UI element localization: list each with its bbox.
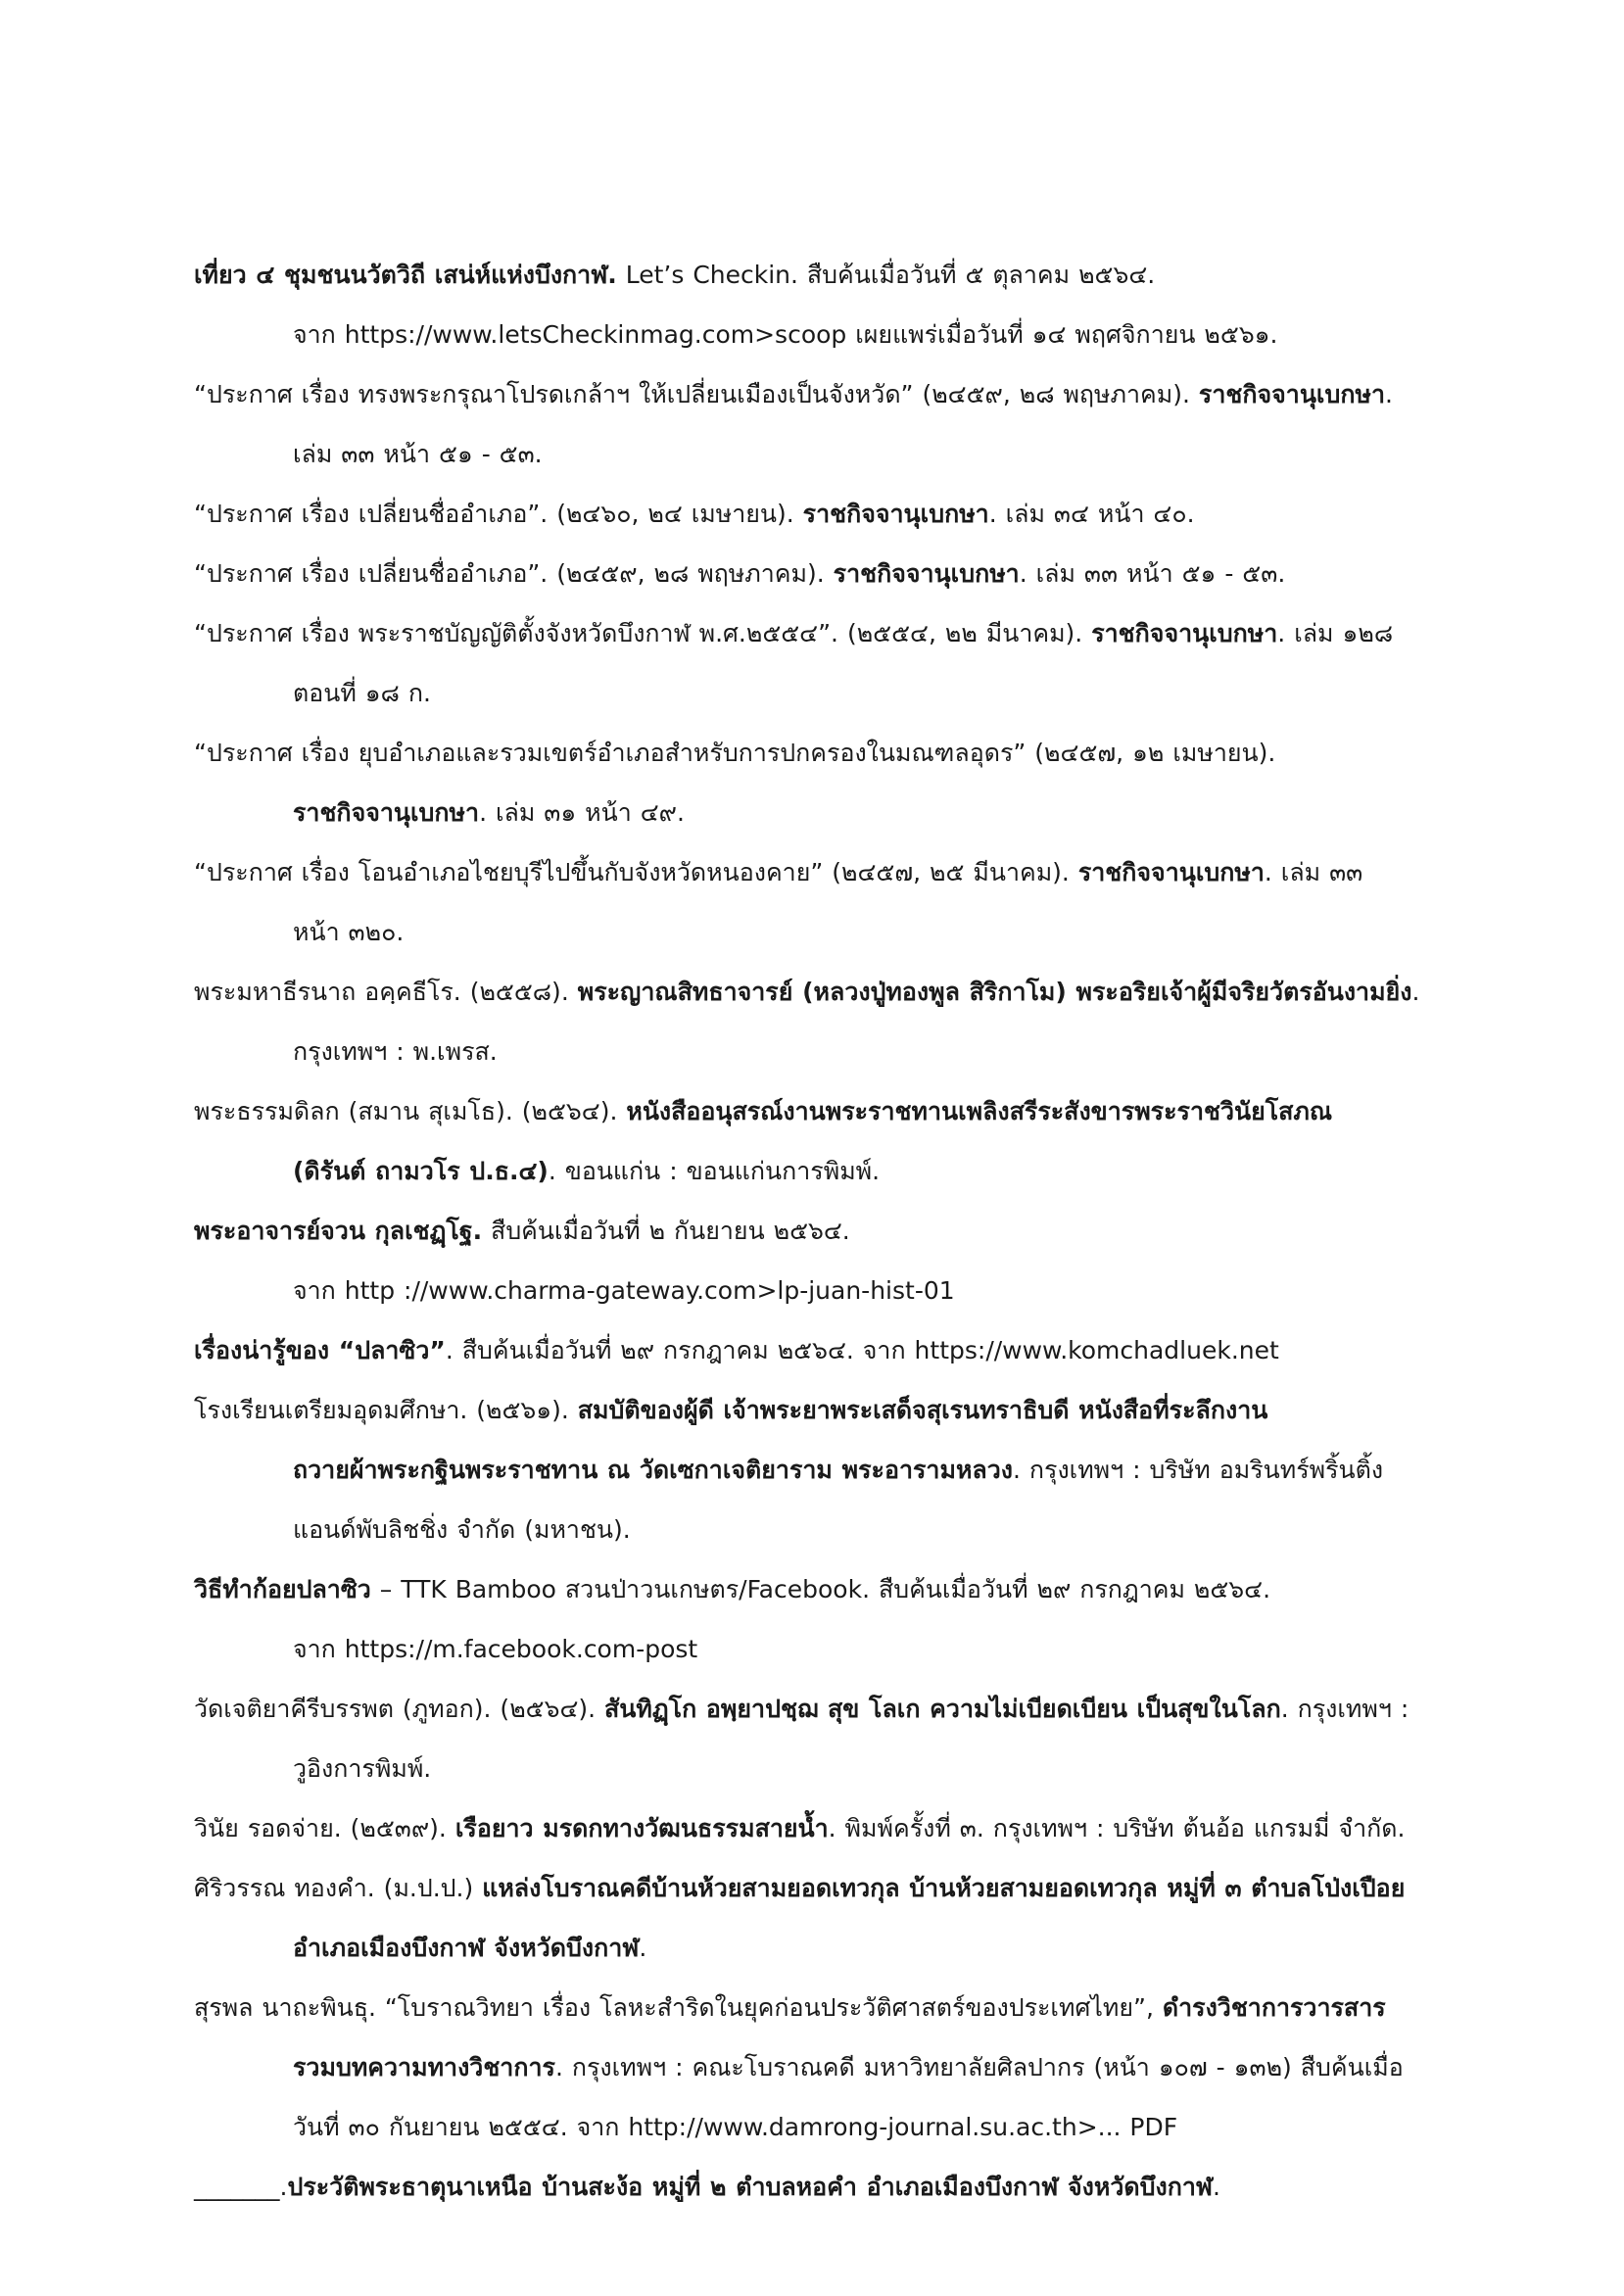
reference-entry	[194, 245, 1467, 364]
reference-text: สุรพล นาถะพินธุ. “โบราณวิทยา เรื่อง โลหะสำริดในยุคก่อนประวัติศาสตร์ของประเทศไทย”,	[194, 1993, 1163, 2022]
reference-title-text: (ดิรันต์ ถามวโร ป.ธ.๔)	[293, 1157, 549, 1185]
reference-entry	[194, 1201, 1467, 1320]
reference-title-text: ถวายผ้าพระกฐินพระราชทาน ณ วัดเซกาเจติยาราม พระอารามหลวง	[293, 1456, 1013, 1484]
reference-line	[194, 1993, 1386, 2022]
reference-title-text: สันทิฏฺโก อพฺยาปชฺฌ สุข โลเก ความไม่เบียดเบียน เป็นสุขในโลก	[604, 1695, 1281, 1723]
reference-line	[293, 1037, 498, 1066]
reference-line	[194, 858, 1362, 886]
reference-entry	[194, 1320, 1467, 1380]
reference-text: “ประกาศ เรื่อง พระราชบัญญัติตั้งจังหวัดบึงกาฬ พ.ศ.๒๕๕๔”. (๒๕๕๔, ๒๒ มีนาคม).	[194, 619, 1092, 647]
reference-line	[194, 500, 1195, 528]
reference-text: – TTK Bamboo สวนป่าวนเกษตร/Facebook. สืบค้นเมื่อวันที่ ๒๙ กรกฎาคม ๒๕๖๔.	[370, 1575, 1271, 1603]
reference-line	[194, 261, 1155, 289]
reference-list	[194, 245, 1467, 2217]
reference-text: พระมหาธีรนาถ อคฺคธีโร. (๒๕๕๘).	[194, 978, 578, 1006]
reference-text: ศิริวรรณ ทองคำ. (ม.ป.ป.)	[194, 1874, 483, 1902]
reference-line	[293, 1456, 1383, 1484]
reference-line	[194, 1396, 1267, 1424]
reference-line	[293, 2053, 1404, 2081]
reference-line	[194, 1575, 1270, 1603]
reference-title-text: วิธีทำก้อยปลาซิว	[194, 1575, 371, 1603]
reference-title-text: สมบัติของผู้ดี เจ้าพระยาพระเสด็จสุเรนทราธิบดี หนังสือที่ระลึกงาน	[577, 1396, 1268, 1424]
reference-title-text: ดำรงวิชาการวารสาร	[1162, 1993, 1386, 2022]
reference-text: จาก http ://www.charma-gateway.com>lp-juan-hist-01	[293, 1276, 955, 1305]
reference-title-text: ราชกิจจานุเบกษา	[802, 500, 989, 528]
reference-text: วินัย รอดจ่าย. (๒๕๓๙).	[194, 1814, 455, 1842]
reference-text: หน้า ๓๒๐.	[293, 918, 405, 946]
reference-title-text: ราชกิจจานุเบกษา	[293, 798, 480, 827]
reference-line	[293, 679, 431, 707]
reference-text: . ขอนแก่น : ขอนแก่นการพิมพ์.	[548, 1157, 881, 1185]
reference-title-text: หนังสืออนุสรณ์งานพระราชทานเพลิงสรีระสังขารพระราชวินัยโสภณ	[626, 1097, 1333, 1125]
reference-line	[194, 1097, 1332, 1125]
reference-line	[194, 978, 1419, 1006]
reference-line	[293, 1157, 880, 1185]
reference-text: ตอนที่ ๑๘ ก.	[293, 679, 431, 707]
reference-entry	[194, 1559, 1467, 1679]
reference-text: พระธรรมดิลก (สมาน สุเมโธ). (๒๕๖๔).	[194, 1097, 627, 1125]
reference-line	[194, 1695, 1409, 1723]
reference-text: สืบค้นเมื่อวันที่ ๒ กันยายน ๒๕๖๔.	[482, 1217, 850, 1245]
reference-line	[293, 440, 543, 468]
reference-entry	[194, 1081, 1467, 1201]
reference-text: “ประกาศ เรื่อง เปลี่ยนชื่ออำเภอ”. (๒๔๖๐, ๒๔ เมษายน).	[194, 500, 803, 528]
reference-text: วูอิงการพิมพ์.	[293, 1754, 432, 1783]
reference-entry	[194, 364, 1467, 484]
reference-text: . เล่ม ๓๓ หน้า ๕๑ - ๕๓.	[1019, 559, 1286, 588]
reference-entry	[194, 962, 1467, 1081]
reference-title-text: ราชกิจจานุเบกษา	[1077, 858, 1265, 886]
reference-text: “ประกาศ เรื่อง โอนอำเภอไชยบุรีไปขึ้นกับจังหวัดหนองคาย” (๒๔๕๗, ๒๕ มีนาคม).	[194, 858, 1078, 886]
reference-text: โรงเรียนเตรียมอุดมศึกษา. (๒๕๖๑).	[194, 1396, 578, 1424]
reference-text: . เล่ม ๑๒๘	[1277, 619, 1394, 647]
reference-line	[293, 798, 685, 827]
reference-text: .	[639, 1934, 647, 1962]
reference-entry	[194, 723, 1467, 842]
reference-title-text: แหล่งโบราณคดีบ้านห้วยสามยอดเทวกุล บ้านห้วยสามยอดเทวกุล หมู่ที่ ๓ ตำบลโป่งเปือย	[482, 1874, 1406, 1902]
reference-text: จาก https://m.facebook.com-post	[293, 1635, 698, 1663]
reference-text: . เล่ม ๓๑ หน้า ๔๙.	[479, 798, 685, 827]
reference-text: . กรุงเทพฯ : บริษัท อมรินทร์พริ้นติ้ง	[1012, 1456, 1384, 1484]
reference-entry	[194, 1978, 1467, 2157]
reference-line	[194, 1217, 850, 1245]
reference-title-text: พระญาณสิทธาจารย์ (หลวงปู่ทองพูล สิริกาโม) พระอริยเจ้าผู้มีจริยวัตรอันงามยิ่ง	[577, 978, 1412, 1006]
reference-line	[194, 559, 1285, 588]
reference-line	[293, 918, 404, 946]
reference-line	[194, 619, 1393, 647]
reference-text: Let’s Checkin. สืบค้นเมื่อวันที่ ๕ ตุลาคม ๒๕๖๔.	[616, 261, 1156, 289]
reference-text: วัดเจติยาคีรีบรรพต (ภูทอก). (๒๕๖๔).	[194, 1695, 605, 1723]
reference-title-text: พระอาจารย์จวน กุลเชฏฺโฐ.	[194, 1217, 483, 1245]
reference-line	[293, 2113, 1177, 2141]
reference-title-text: เที่ยว ๔ ชุมชนนวัตวิถี เสน่ห์แห่งบึงกาฬ.	[194, 261, 617, 289]
reference-line	[194, 1336, 1279, 1364]
reference-entry	[194, 1858, 1467, 1978]
reference-text: . กรุงเทพฯ : คณะโบราณคดี มหาวิทยาลัยศิลปากร (หน้า ๑๐๗ - ๑๓๒) สืบค้นเมื่อ	[554, 2053, 1404, 2081]
reference-text: กรุงเทพฯ : พ.เพรส.	[293, 1037, 498, 1066]
reference-text: จาก https://www.letsCheckinmag.com>scoop เผยแพร่เมื่อวันที่ ๑๔ พฤศจิกายน ๒๕๖๑.	[293, 320, 1278, 349]
reference-line	[194, 2173, 1220, 2201]
reference-text: _______.	[194, 2173, 288, 2201]
reference-text: แอนด์พับลิชชิ่ง จำกัด (มหาชน).	[293, 1515, 631, 1544]
reference-line	[194, 1814, 1405, 1842]
reference-text: วันที่ ๓๐ กันยายน ๒๕๕๔. จาก http://www.damrong-journal.su.ac.th>... PDF	[293, 2113, 1178, 2141]
reference-entry	[194, 603, 1467, 723]
reference-text: “ประกาศ เรื่อง เปลี่ยนชื่ออำเภอ”. (๒๔๕๙, ๒๘ พฤษภาคม).	[194, 559, 834, 588]
reference-entry	[194, 2157, 1467, 2217]
reference-entry	[194, 544, 1467, 603]
reference-line	[293, 320, 1278, 349]
reference-text: เล่ม ๓๓ หน้า ๕๑ - ๕๓.	[293, 440, 543, 468]
reference-text: “ประกาศ เรื่อง ยุบอำเภอและรวมเขตร์อำเภอสำหรับการปกครองในมณฑลอุดร” (๒๔๕๗, ๑๒ เมษายน).	[194, 739, 1276, 767]
reference-title-text: รวมบทความทางวิชาการ	[293, 2053, 555, 2081]
reference-text: .	[1411, 978, 1420, 1006]
reference-title-text: ราชกิจจานุเบกษา	[1198, 380, 1385, 408]
reference-text: . กรุงเทพฯ :	[1280, 1695, 1409, 1723]
reference-line	[293, 1515, 631, 1544]
reference-text: . เล่ม ๓๓	[1264, 858, 1363, 886]
reference-title-text: อำเภอเมืองบึงกาฬ จังหวัดบึงกาฬ	[293, 1934, 640, 1962]
reference-line	[194, 380, 1393, 408]
reference-text: . เล่ม ๓๔ หน้า ๔๐.	[988, 500, 1195, 528]
reference-title-text: เรือยาว มรดกทางวัฒนธรรมสายน้ำ	[454, 1814, 829, 1842]
reference-title-text: เรื่องน่ารู้ของ “ปลาซิว”	[194, 1336, 446, 1364]
reference-title-text: ราชกิจจานุเบกษา	[1091, 619, 1278, 647]
reference-title-text: ราชกิจจานุเบกษา	[833, 559, 1020, 588]
reference-text: . สืบค้นเมื่อวันที่ ๒๙ กรกฎาคม ๒๕๖๔. จาก https://www.komchadluek.net	[445, 1336, 1279, 1364]
reference-text: . พิมพ์ครั้งที่ ๓. กรุงเทพฯ : บริษัท ต้นอ้อ แกรมมี่ จำกัด.	[828, 1814, 1406, 1842]
reference-entry	[194, 1679, 1467, 1798]
reference-text: .	[1212, 2173, 1220, 2201]
reference-text: .	[1385, 380, 1393, 408]
reference-entry	[194, 1798, 1467, 1858]
reference-line	[194, 739, 1275, 767]
reference-line	[293, 1934, 646, 1962]
reference-title-text: ประวัติพระธาตุนาเหนือ บ้านสะง้อ หมู่ที่ ๒ ตำบลหอคำ อำเภอเมืองบึงกาฬ จังหวัดบึงกาฬ	[287, 2173, 1213, 2201]
reference-line	[293, 1276, 955, 1305]
reference-line	[293, 1635, 697, 1663]
reference-text: “ประกาศ เรื่อง ทรงพระกรุณาโปรดเกล้าฯ ให้เปลี่ยนเมืองเป็นจังหวัด” (๒๔๕๙, ๒๘ พฤษภาคม).	[194, 380, 1199, 408]
reference-entry	[194, 1380, 1467, 1559]
reference-entry	[194, 842, 1467, 962]
reference-line	[293, 1754, 431, 1783]
reference-line	[194, 1874, 1405, 1902]
reference-entry	[194, 484, 1467, 544]
